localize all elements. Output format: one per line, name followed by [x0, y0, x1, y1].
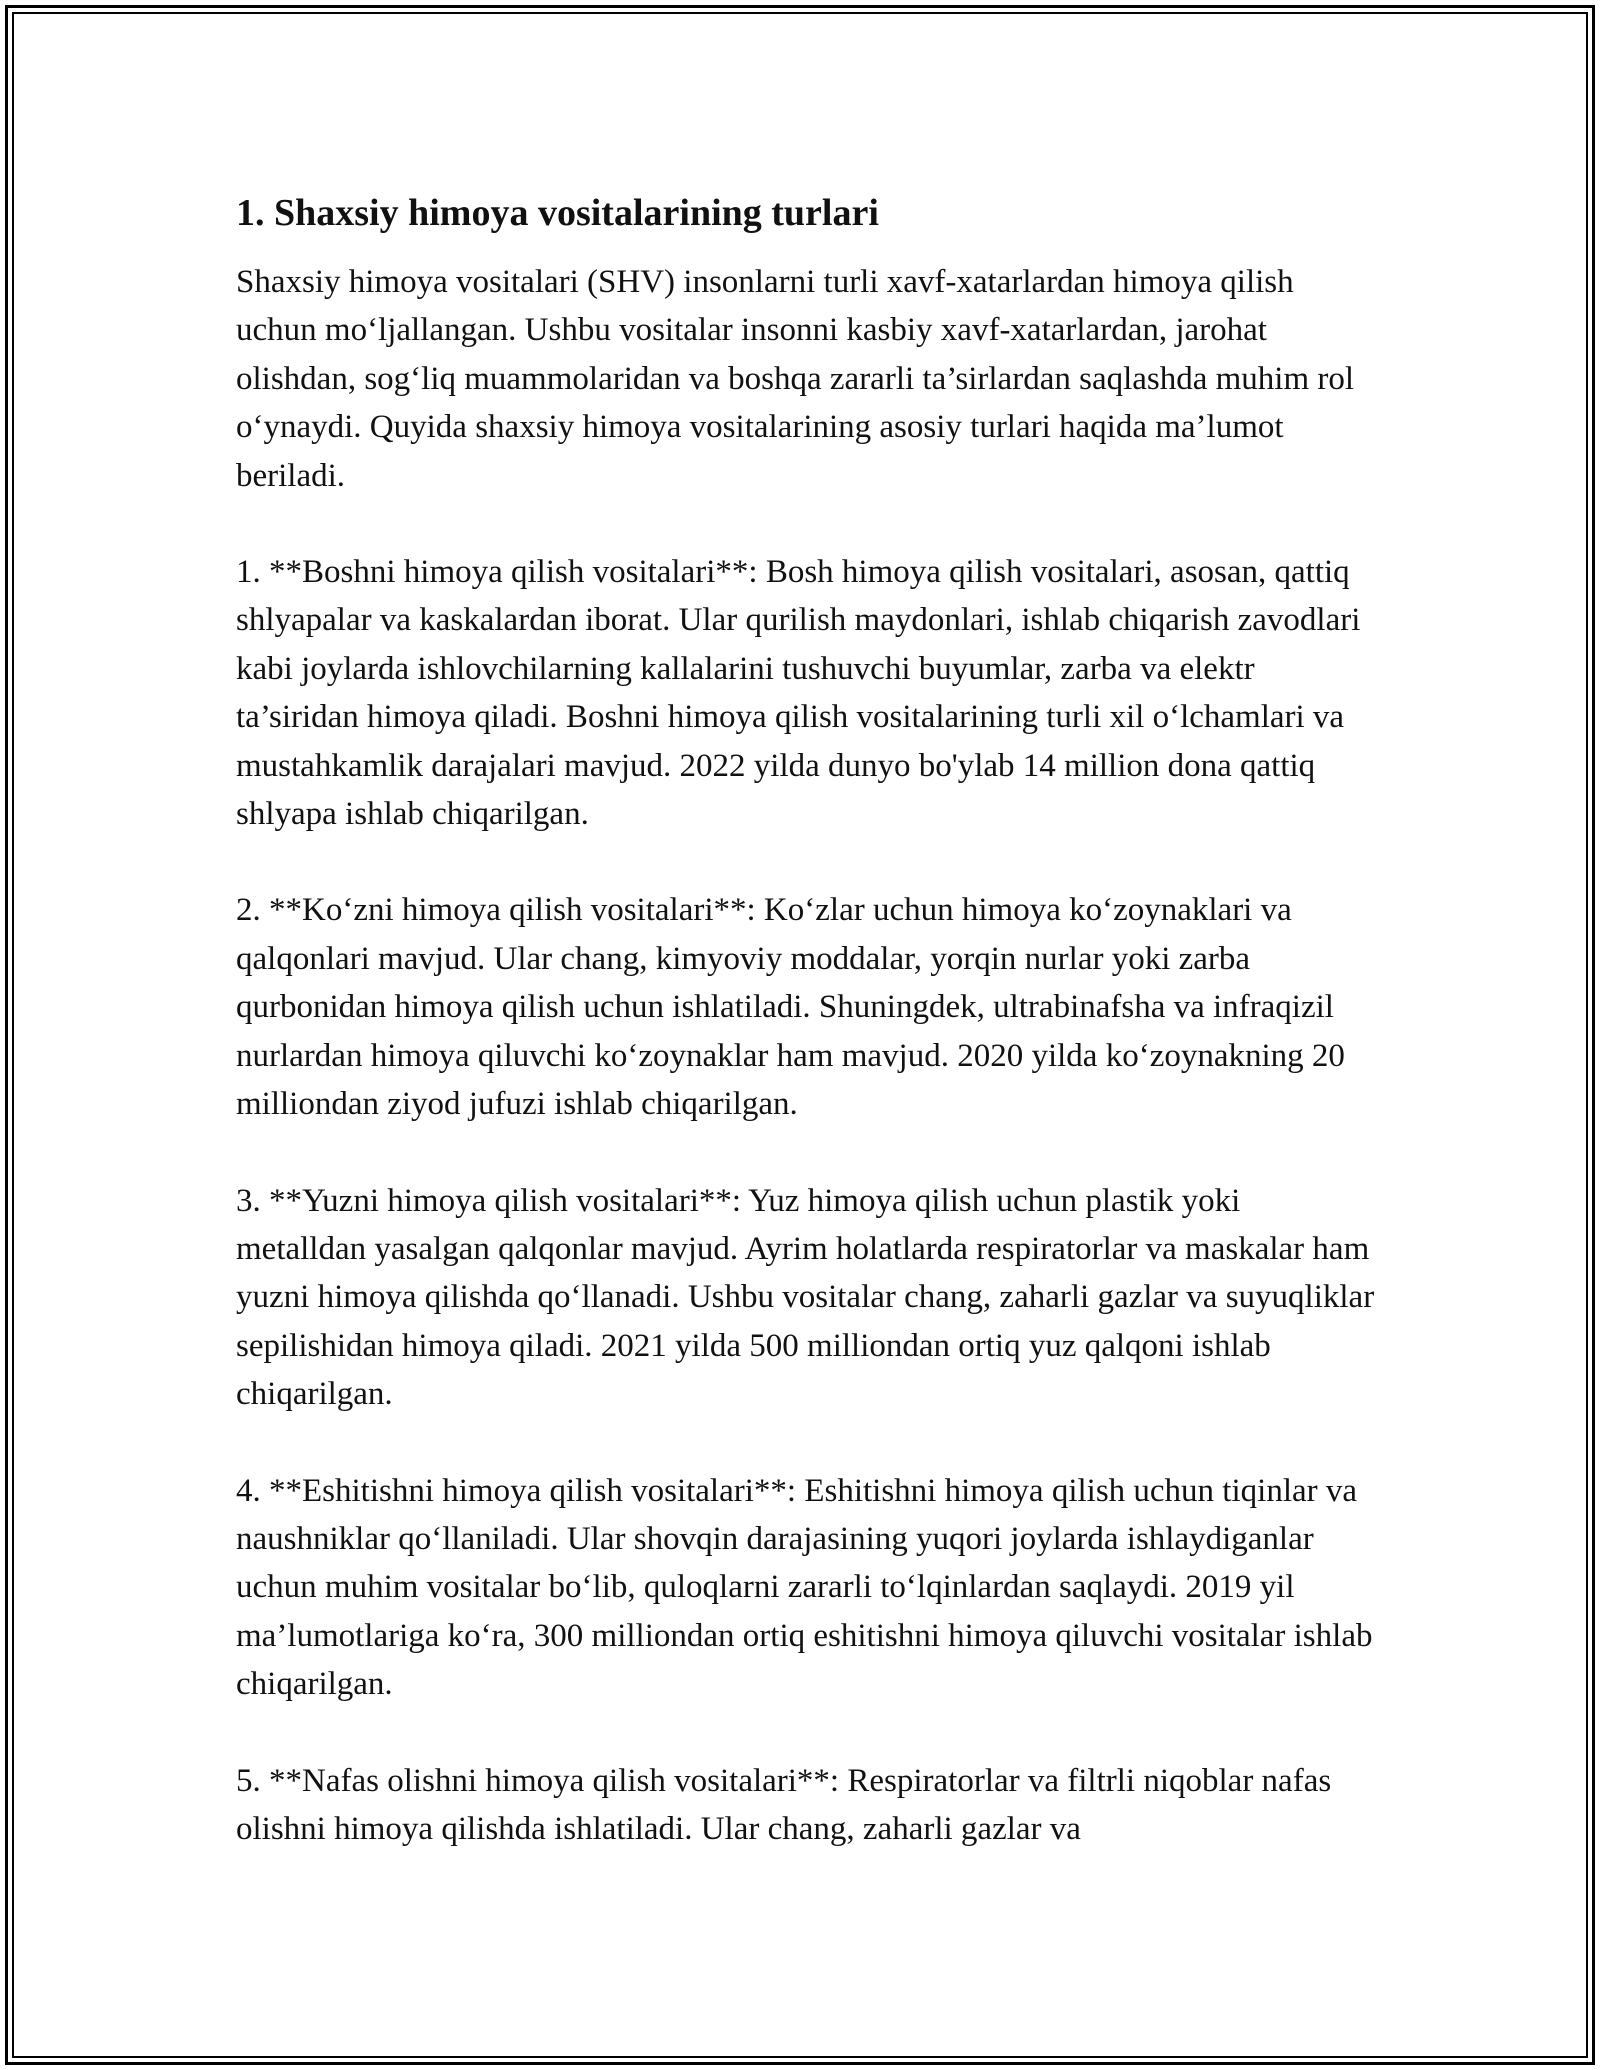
list-item-face-protection: 3. **Yuzni himoya qilish vositalari**: Yuz himoya qilish uchun plastik yoki metalldan yasalgan qalqonlar mavjud. Ayrim holatlarda respiratorlar va maskalar ham yuzni himoya qilishda qo‘llanadi. Ushbu vositalar chang, zaharli gazlar va suyuqliklar sepilishidan himoya qiladi. 2021 yilda 500 milliondan ortiq yuz qalqoni ishlab chiqarilgan. [236, 1182, 1375, 1413]
section-heading: 1. Shaxsiy himoya vositalarining turlari [236, 192, 879, 234]
list-item-hearing-protection: 4. **Eshitishni himoya qilish vositalari**: Eshitishni himoya qilish uchun tiqinlar va naushniklar qo‘llaniladi. Ular shovqin darajasining yuqori joylarda ishlaydiganlar uchun muhim vositalar bo‘lib, quloqlarni zararli to‘lqinlardan saqlaydi. 2019 yil ma’lumotlariga ko‘ra, 300 milliondan ortiq eshitishni himoya qiluvchi vositalar ishlab chiqarilgan. [236, 1472, 1373, 1703]
list-item-head-protection: 1. **Boshni himoya qilish vositalari**: Bosh himoya qilish vositalari, asosan, qattiq shlyapalar va kaskalardan iborat. Ular qurilish maydonlari, ishlab chiqarish zavodlari kabi joylarda ishlovchilarning kallalarini tushuvchi buyumlar, zarba va elektr ta’siridan himoya qiladi. Boshni himoya qilish vositalarining turli xil o‘lchamlari va mustahkamlik darajalari mavjud. 2022 yilda dunyo bo'ylab 14 million dona qattiq shlyapa ishlab chiqarilgan. [236, 554, 1361, 833]
intro-paragraph: Shaxsiy himoya vositalari (SHV) insonlarni turli xavf-xatarlardan himoya qilish uchun mo‘ljallangan. Ushbu vositalar insonni kasbiy xavf-xatarlardan, jarohat olishdan, sog‘liq muammolaridan va boshqa zararli ta’sirlardan saqlashda muhim rol o‘ynaydi. Quyida shaxsiy himoya vositalarining asosiy turlari haqida ma’lumot beriladi. [236, 264, 1355, 494]
document-body [236, 186, 1376, 1901]
list-item-respiratory-protection: 5. **Nafas olishni himoya qilish vositalari**: Respiratorlar va filtrli niqoblar nafas olishni himoya qilishda ishlatiladi. Ular chang, zaharli gazlar va [236, 1762, 1332, 1847]
list-item-eye-protection: 2. **Ko‘zni himoya qilish vositalari**: Ko‘zlar uchun himoya ko‘zoynaklari va qalqonlari mavjud. Ular chang, kimyoviy moddalar, yorqin nurlar yoki zarba qurbonidan himoya qilish uchun ishlatiladi. Shuningdek, ultrabinafsha va infraqizil nurlardan himoya qiluvchi ko‘zoynaklar ham mavjud. 2020 yilda ko‘zoynakning 20 milliondan ziyod jufuzi ishlab chiqarilgan. [236, 892, 1345, 1123]
